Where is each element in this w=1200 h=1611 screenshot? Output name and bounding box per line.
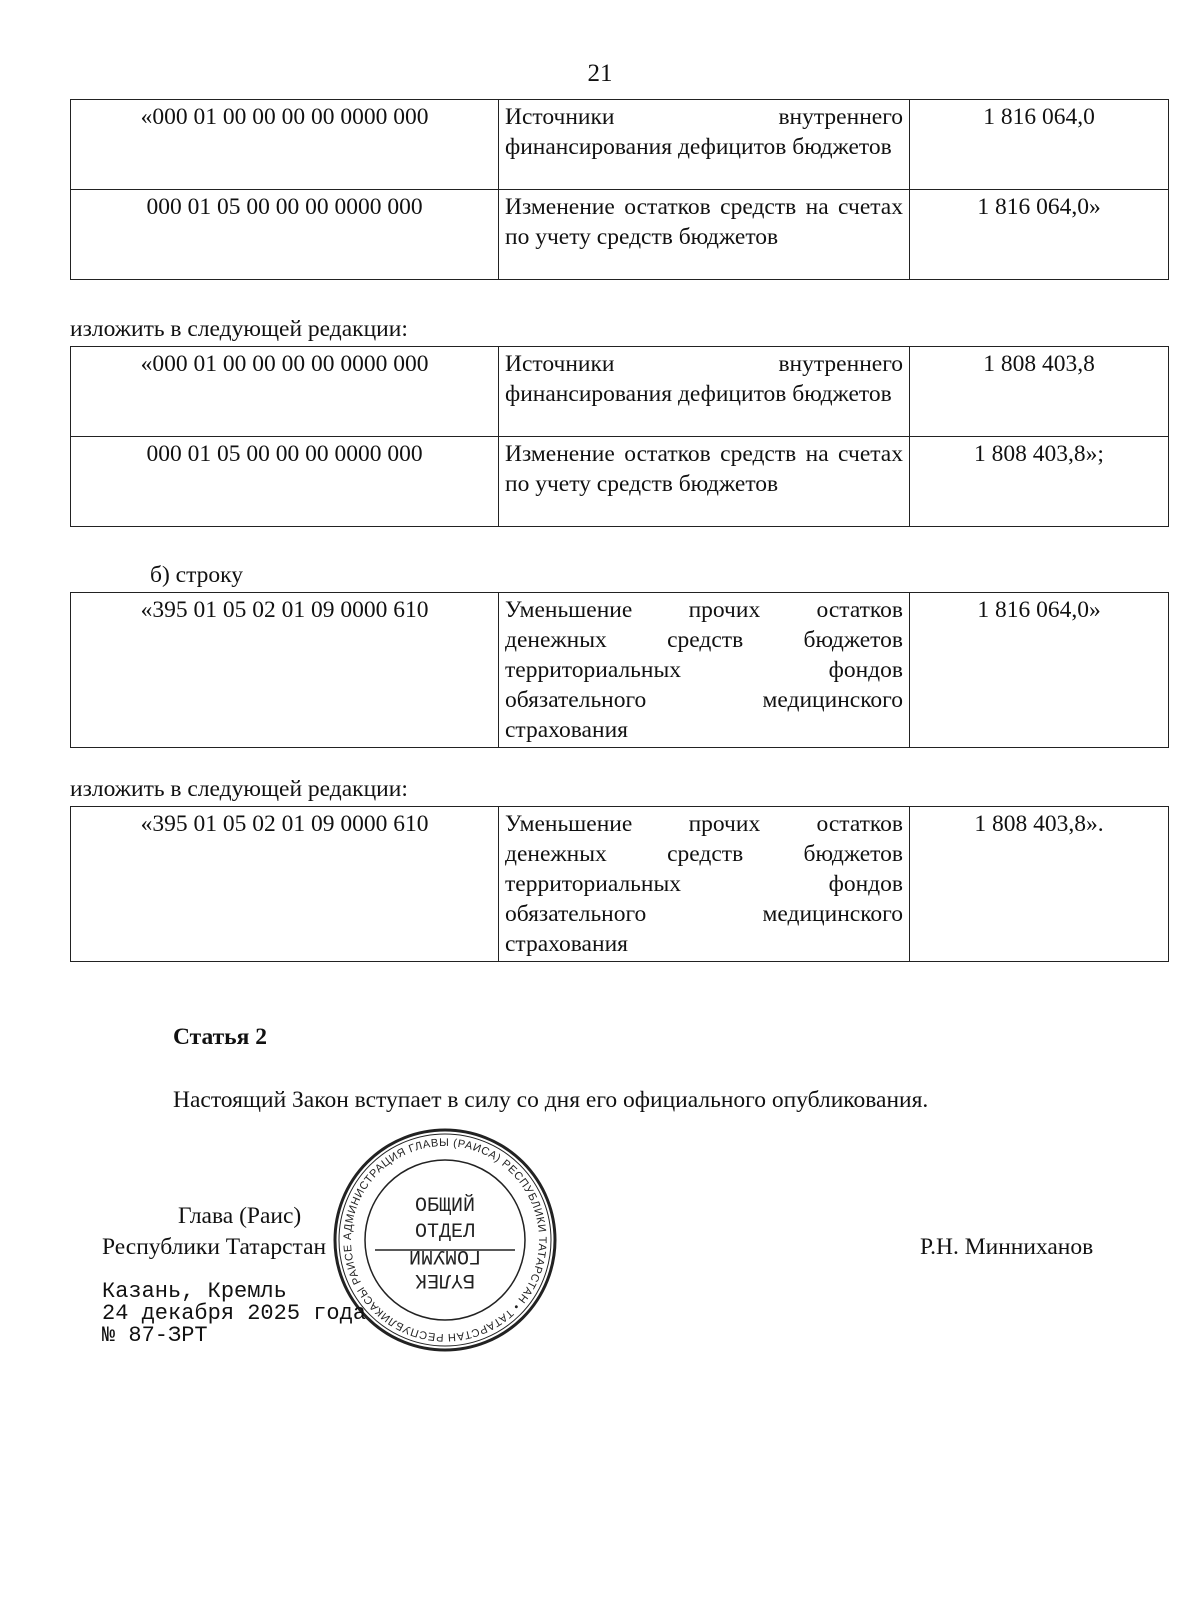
table-old-sources (70, 99, 1169, 280)
signatory-title-line1: Глава (Раис) (178, 1203, 302, 1229)
amount-cell: 1 816 064,0 (910, 100, 1169, 190)
amount-cell: 1 808 403,8»; (910, 437, 1169, 527)
amount-cell: 1 808 403,8 (910, 347, 1169, 437)
code-cell: 000 01 05 00 00 00 0000 000 (71, 190, 499, 280)
name-cell: Уменьшение прочих остатков денежных средств бюджетов территориальных фондов обязательного медицинского страхования (499, 593, 910, 748)
subsection-label: б) строку (150, 562, 243, 588)
signatory-name: Р.Н. Минниханов (920, 1234, 1094, 1260)
amount-cell: 1 816 064,0» (910, 593, 1169, 748)
amount-cell: 1 808 403,8». (910, 807, 1169, 962)
table-new-sources (70, 346, 1169, 527)
name-cell: Уменьшение прочих остатков денежных средств бюджетов территориальных фондов обязательного медицинского страхования (499, 807, 910, 962)
footer-number: № 87-ЗРТ (102, 1323, 208, 1348)
seal-text-bottom2: БҮЛЕК (414, 1268, 476, 1291)
code-cell: 000 01 05 00 00 00 0000 000 (71, 437, 499, 527)
table-row (71, 593, 1169, 748)
footer-date: 24 декабря 2025 года (102, 1301, 367, 1326)
seal-text-top: ОБЩИЙ (414, 1195, 476, 1218)
code-cell: «000 01 00 00 00 00 0000 000 (71, 100, 499, 190)
name-cell: Источники внутреннего финансирования дефицитов бюджетов (499, 347, 910, 437)
table-row (71, 437, 1169, 527)
seal-ring-text: АДМИНИСТРАЦИЯ ГЛАВЫ (РАИСА) РЕСПУБЛИКИ ТАТАРСТАН • ТАТАРСТАН РЕСПУБЛИКАСЫ РАИСЕ (341, 1136, 549, 1344)
instruction-text: изложить в следующей редакции: (70, 316, 408, 342)
article-title: Статья 2 (173, 1024, 267, 1050)
code-cell: «395 01 05 02 01 09 0000 610 (71, 807, 499, 962)
name-cell: Источники внутреннего финансирования дефицитов бюджетов (499, 100, 910, 190)
code-cell: «395 01 05 02 01 09 0000 610 (71, 593, 499, 748)
table-row (71, 100, 1169, 190)
page-number: 21 (587, 60, 613, 87)
article-text: Настоящий Закон вступает в силу со дня его официального опубликования. (173, 1087, 929, 1113)
seal-text-mid: ОТДЕЛ (414, 1221, 476, 1244)
table-row (71, 190, 1169, 280)
seal-text-bottom1: ГОМУМИ (408, 1244, 482, 1267)
table-new-decrease (70, 806, 1169, 962)
signatory-title-line2: Республики Татарстан (102, 1234, 327, 1260)
instruction-text: изложить в следующей редакции: (70, 776, 408, 802)
table-row (71, 807, 1169, 962)
table-row (71, 347, 1169, 437)
name-cell: Изменение остатков средств на счетах по учету средств бюджетов (499, 437, 910, 527)
name-cell: Изменение остатков средств на счетах по учету средств бюджетов (499, 190, 910, 280)
footer-place: Казань, Кремль (102, 1279, 287, 1304)
code-cell: «000 01 00 00 00 00 0000 000 (71, 347, 499, 437)
table-old-decrease (70, 592, 1169, 748)
amount-cell: 1 816 064,0» (910, 190, 1169, 280)
